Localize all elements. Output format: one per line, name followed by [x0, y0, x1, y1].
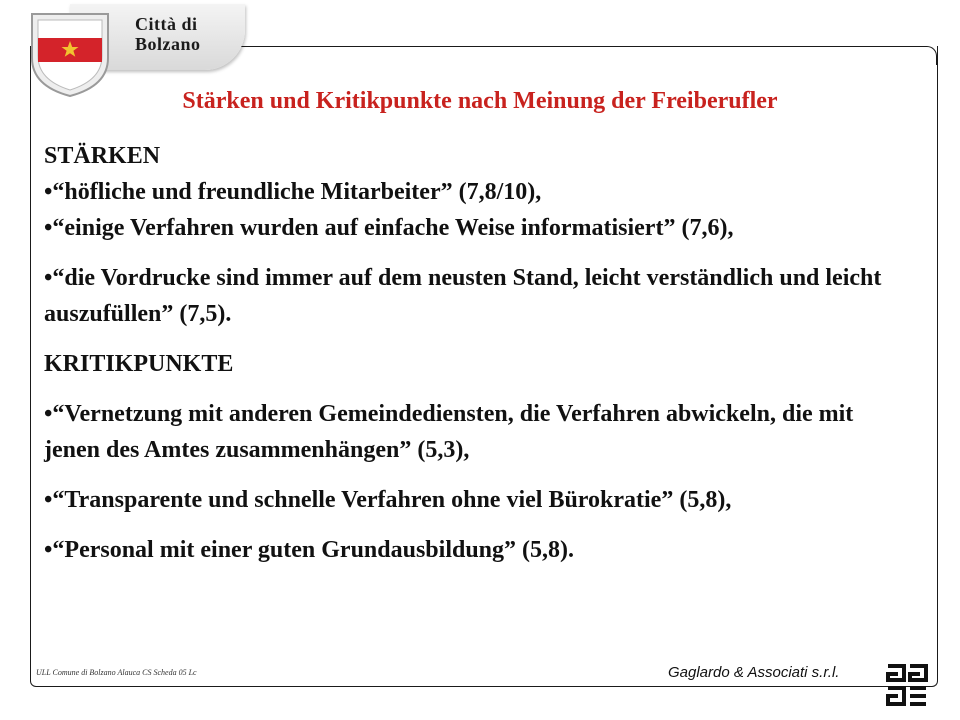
company-logo-icon — [884, 662, 930, 708]
strength-item: •“höfliche und freundliche Mitarbeiter” (7,8/10), — [44, 179, 542, 205]
criticisms-heading: KRITIKPUNKTE — [44, 351, 234, 377]
city-name-line1: Città di — [135, 14, 198, 34]
footer-reference: ULL Comune di Bolzano Alauca CS Scheda 05 Lc — [36, 668, 197, 677]
strengths-heading: STÄRKEN — [44, 143, 161, 169]
city-logo — [10, 0, 245, 96]
slide-content — [44, 138, 904, 568]
footer-company: Gaglardo & Associati s.r.l. — [668, 664, 840, 681]
criticism-item: •“Personal mit einer guten Grundausbildung” (5,8). — [44, 537, 575, 563]
strength-item: •“einige Verfahren wurden auf einfache Weise informatisiert” (7,6), — [44, 215, 734, 241]
strength-item: •“die Vordrucke sind immer auf dem neusten Stand, leicht verständlich und leicht auszufüllen” (7,5). — [44, 265, 882, 327]
slide-frame-corner — [918, 46, 937, 65]
city-name — [135, 14, 201, 54]
slide-title: Stärken und Kritikpunkte nach Meinung der Freiberufler — [182, 88, 778, 114]
criticism-item: •“Vernetzung mit anderen Gemeindediensten, die Verfahren abwickeln, die mit jenen des Amtes zusammenhängen” (5,3), — [44, 401, 854, 463]
city-name-line2: Bolzano — [135, 34, 201, 54]
criticism-item: •“Transparente und schnelle Verfahren ohne viel Bürokratie” (5,8), — [44, 487, 732, 513]
coat-of-arms-icon — [24, 8, 116, 100]
slide-frame-top-border — [230, 46, 926, 47]
